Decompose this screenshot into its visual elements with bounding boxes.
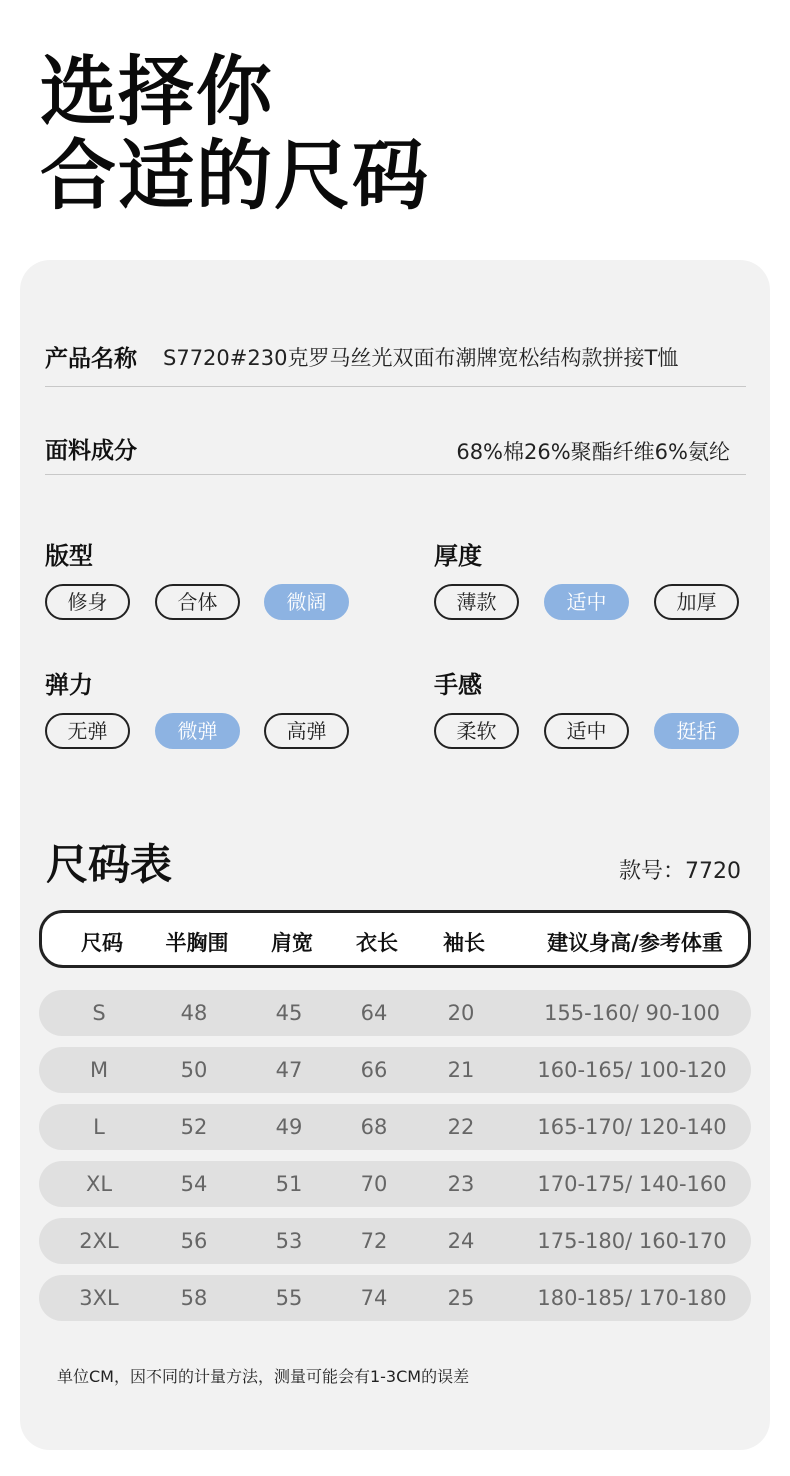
- cell-sleeve: 20: [447, 1001, 475, 1025]
- fit-option-loose-selected[interactable]: 微阔: [264, 584, 349, 620]
- product-name-value: S7720#230克罗马丝光双面布潮牌宽松结构款拼接T恤: [163, 346, 679, 370]
- cell-size: 3XL: [79, 1286, 119, 1310]
- header-height-weight: 建议身高/参考体重: [547, 931, 723, 955]
- table-row: [39, 1218, 751, 1264]
- stretch-title: 弹力: [45, 671, 93, 699]
- cell-sleeve: 25: [447, 1286, 475, 1310]
- table-row: [39, 990, 751, 1036]
- cell-sleeve: 23: [447, 1172, 475, 1196]
- stretch-option-slight-selected[interactable]: 微弹: [155, 713, 240, 749]
- cell-size: 2XL: [79, 1229, 119, 1253]
- headline: [40, 47, 430, 220]
- fit-title: 版型: [45, 542, 93, 570]
- cell-shoulder: 49: [275, 1115, 303, 1139]
- cell-shoulder: 55: [275, 1286, 303, 1310]
- header-size: 尺码: [81, 931, 123, 955]
- cell-height-weight: 165-170/ 120-140: [537, 1115, 727, 1139]
- style-number: 款号：7720: [619, 859, 741, 884]
- headline-line-2: 合适的尺码: [40, 131, 430, 220]
- cell-half-chest: 56: [180, 1229, 208, 1253]
- cell-shoulder: 51: [275, 1172, 303, 1196]
- cell-height-weight: 155-160/ 90-100: [544, 1001, 720, 1025]
- stretch-option-high[interactable]: 高弹: [264, 713, 349, 749]
- cell-size: XL: [85, 1172, 113, 1196]
- cell-size: L: [93, 1115, 105, 1139]
- fit-option-slim[interactable]: 修身: [45, 584, 130, 620]
- size-info-card: [20, 260, 770, 1450]
- fit-option-regular[interactable]: 合体: [155, 584, 240, 620]
- cell-shoulder: 45: [275, 1001, 303, 1025]
- cell-size: S: [92, 1001, 106, 1025]
- table-row: [39, 1047, 751, 1093]
- cell-half-chest: 52: [180, 1115, 208, 1139]
- table-row: [39, 1104, 751, 1150]
- cell-height-weight: 175-180/ 160-170: [537, 1229, 727, 1253]
- cell-shoulder: 47: [275, 1058, 303, 1082]
- thickness-option-thin[interactable]: 薄款: [434, 584, 519, 620]
- product-name-label: 产品名称: [45, 346, 137, 372]
- cell-height-weight: 180-185/ 170-180: [537, 1286, 727, 1310]
- fabric-label: 面料成分: [45, 438, 137, 464]
- header-shoulder: 肩宽: [271, 931, 313, 955]
- measurement-footnote: 单位CM，因不同的计量方法，测量可能会有1-3CM的误差: [57, 1367, 470, 1386]
- thickness-option-medium-selected[interactable]: 适中: [544, 584, 629, 620]
- feel-title: 手感: [434, 671, 482, 699]
- divider: [45, 474, 746, 475]
- cell-sleeve: 22: [447, 1115, 475, 1139]
- cell-half-chest: 54: [180, 1172, 208, 1196]
- feel-option-soft[interactable]: 柔软: [434, 713, 519, 749]
- cell-sleeve: 21: [447, 1058, 475, 1082]
- cell-sleeve: 24: [447, 1229, 475, 1253]
- feel-option-crisp-selected[interactable]: 挺括: [654, 713, 739, 749]
- feel-option-medium[interactable]: 适中: [544, 713, 629, 749]
- header-sleeve: 袖长: [443, 931, 485, 955]
- cell-length: 70: [360, 1172, 388, 1196]
- cell-length: 64: [360, 1001, 388, 1025]
- cell-shoulder: 53: [275, 1229, 303, 1253]
- cell-length: 68: [360, 1115, 388, 1139]
- headline-line-1: 选择你: [40, 47, 274, 136]
- header-half-chest: 半胸围: [165, 931, 229, 955]
- cell-length: 72: [360, 1229, 388, 1253]
- cell-half-chest: 50: [180, 1058, 208, 1082]
- size-chart-title: 尺码表: [46, 840, 173, 889]
- stretch-option-none[interactable]: 无弹: [45, 713, 130, 749]
- size-table-header: [39, 910, 751, 968]
- cell-length: 66: [360, 1058, 388, 1082]
- table-row: [39, 1161, 751, 1207]
- cell-length: 74: [360, 1286, 388, 1310]
- cell-height-weight: 170-175/ 140-160: [537, 1172, 727, 1196]
- cell-half-chest: 58: [180, 1286, 208, 1310]
- cell-half-chest: 48: [180, 1001, 208, 1025]
- thickness-option-thick[interactable]: 加厚: [654, 584, 739, 620]
- table-row: [39, 1275, 751, 1321]
- divider: [45, 386, 746, 387]
- thickness-title: 厚度: [434, 542, 482, 570]
- fabric-value: 68%棉26%聚酯纤维6%氨纶: [456, 440, 730, 464]
- cell-height-weight: 160-165/ 100-120: [537, 1058, 727, 1082]
- cell-size: M: [89, 1058, 109, 1082]
- header-length: 衣长: [356, 931, 398, 955]
